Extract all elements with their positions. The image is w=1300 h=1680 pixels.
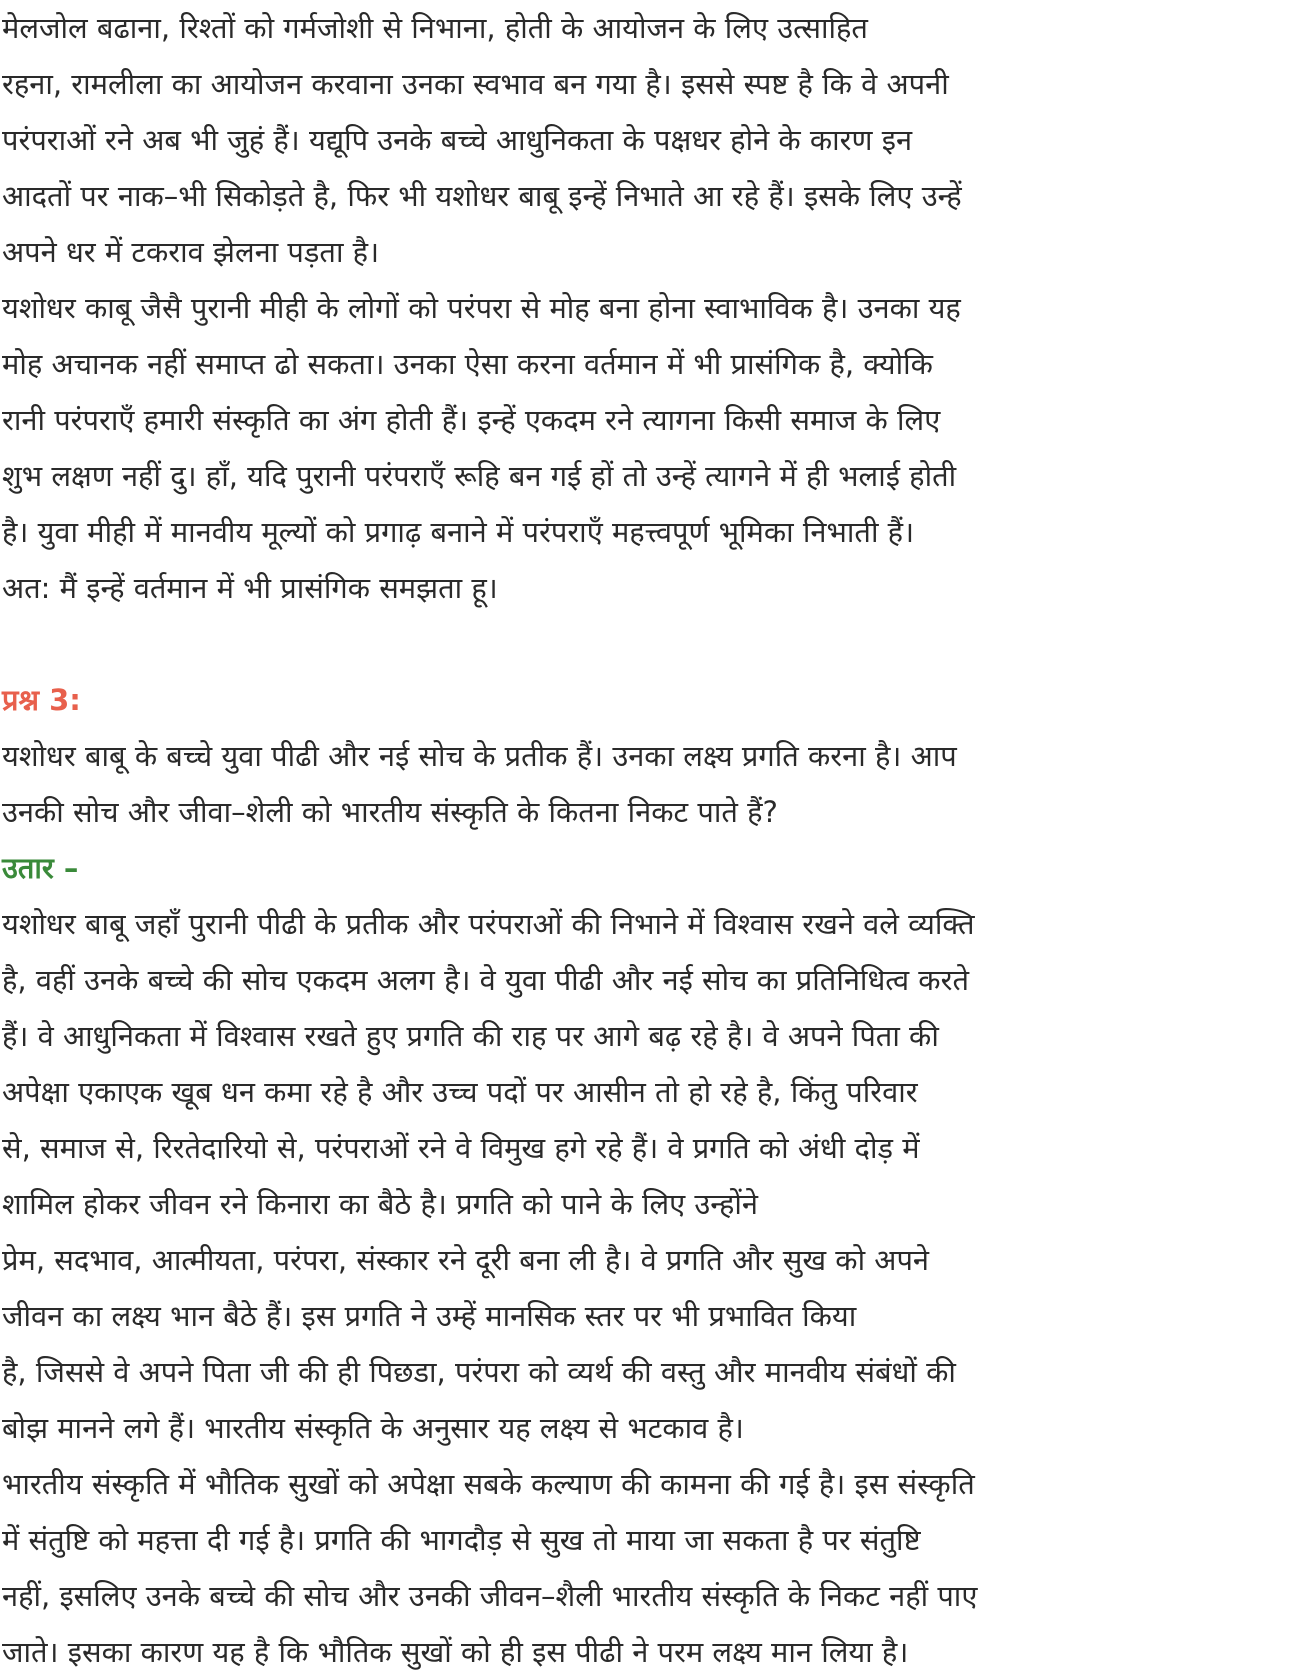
question-block	[2, 672, 1292, 840]
answer-text-line: हैं। वे आधुनिकता में विश्वास रखते हुए प्रगति की राह पर आगे बढ़ रहे है। वे अपने पिता की	[2, 1019, 939, 1053]
question-text-line: यशोधर बाबू के बच्चे युवा पीढी और नई सोच के प्रतीक हैं। उनका लक्ष्य प्रगति करना है। आप	[2, 739, 957, 773]
answer-text-line: भारतीय संस्कृति में भौतिक सुखों को अपेक्षा सबके कल्याण की कामना की गई है। इस संस्कृति	[2, 1467, 975, 1501]
answer-text-line: नहीं, इसलिए उनके बच्चे की सोच और उनकी जीवन–शैली भारतीय संस्कृति के निकट नहीं पाए	[2, 1579, 978, 1613]
text-line: रहना, रामलीला का आयोजन करवाना उनका स्वभाव बन गया है। इससे स्पष्ट है कि वे अपनी	[2, 67, 949, 101]
answer-text-line: से, समाज से, रिरतेदारियो से, परंपराओं रने वे विमुख हगे रहे हैं। वे प्रगति को अंधी दोड़ में	[2, 1131, 920, 1165]
text-line: अत: मैं इन्हें वर्तमान में भी प्रासंगिक समझता हू।	[2, 571, 498, 605]
answer-paragraph-2	[2, 1456, 1292, 1680]
answer-text-line: बोझ मानने लगे हैं। भारतीय संस्कृति के अनुसार यह लक्ष्य से भटकाव है।	[2, 1411, 744, 1445]
text-line: अपने धर में टकराव झेलना पड़ता है।	[2, 235, 380, 269]
answer-label: उतार –	[2, 851, 79, 885]
answer-text-line: शामिल होकर जीवन रने किनारा का बैठे है। प्रगति को पाने के लिए उन्होंने	[2, 1187, 758, 1221]
paragraph-1	[2, 0, 1292, 280]
answer-text-line: जीवन का लक्ष्य भान बैठे हैं। इस प्रगति ने उम्हें मानसिक स्तर पर भी प्रभावित किया	[2, 1299, 857, 1333]
text-line: रानी परंपराएँ हमारी संस्कृति का अंग होती हैं। इन्हें एकदम रने त्यागना किसी समाज के लिए	[2, 403, 941, 437]
answer-text-line: अपेक्षा एकाएक खूब धन कमा रहे है और उच्च पदों पर आसीन तो हो रहे है, किंतु परिवार	[2, 1075, 918, 1109]
answer-paragraph-1	[2, 896, 1292, 1456]
text-line: आदतों पर नाक–भी सिकोड़ते है, फिर भी यशोधर बाबू इन्हें निभाते आ रहे हैं। इसके लिए उन्हें	[2, 179, 962, 213]
answer-text-line: जाते। इसका कारण यह है कि भौतिक सुखों को ही इस पीढी ने परम लक्ष्य मान लिया है।	[2, 1635, 909, 1669]
question-text-line: उनकी सोच और जीवा–शेली को भारतीय संस्कृति के कितना निकट पाते हैं?	[2, 795, 778, 829]
spacer	[2, 616, 1292, 672]
answer-text-line: है, जिससे वे अपने पिता जी की ही पिछडा, परंपरा को व्यर्थ की वस्तु और मानवीय संबंधों की	[2, 1355, 956, 1389]
document-page	[2, 0, 1292, 1680]
answer-text-line: में संतुष्टि को महत्ता दी गई है। प्रगति की भागदौड़ से सुख तो माया जा सकता है पर संतुष्टि	[2, 1523, 921, 1557]
text-line: मोह अचानक नहीं समाप्त ढो सकता। उनका ऐसा करना वर्तमान में भी प्रासंगिक है, क्योकि	[2, 347, 933, 381]
text-line: परंपराओं रने अब भी जुहं हैं। यद्यूपि उनके बच्चे आधुनिकता के पक्षधर होने के कारण इन	[2, 123, 913, 157]
answer-text-line: है, वहीं उनके बच्चे की सोच एकदम अलग है। वे युवा पीढी और नई सोच का प्रतिनिधित्व करते	[2, 963, 969, 997]
text-line: मेलजोल बढाना, रिश्तों को गर्मजोशी से निभाना, होती के आयोजन के लिए उत्साहित	[2, 11, 868, 45]
text-line: यशोधर काबू जैसै पुरानी मीही के लोगों को परंपरा से मोह बना होना स्वाभाविक है। उनका यह	[2, 291, 961, 325]
answer-block	[2, 840, 1292, 1680]
text-line: है। युवा मीही में मानवीय मूल्यों को प्रगाढ़ बनाने में परंपराएँ महत्त्वपूर्ण भूमिका निभाती हैं।	[2, 515, 915, 549]
question-label: प्रश्न 3:	[2, 683, 81, 717]
answer-text-line: यशोधर बाबू जहाँ पुरानी पीढी के प्रतीक और परंपराओं की निभाने में विश्वास रखने वले व्यक्ति	[2, 907, 975, 941]
text-line: शुभ लक्षण नहीं दु। हाँ, यदि पुरानी परंपराएँ रूहि बन गई हों तो उन्हें त्यागने में ही भलाई होती	[2, 459, 957, 493]
answer-text-line: प्रेम, सदभाव, आत्मीयता, परंपरा, संस्कार रने दूरी बना ली है। वे प्रगति और सुख को अपने	[2, 1243, 930, 1277]
paragraph-2	[2, 280, 1292, 616]
